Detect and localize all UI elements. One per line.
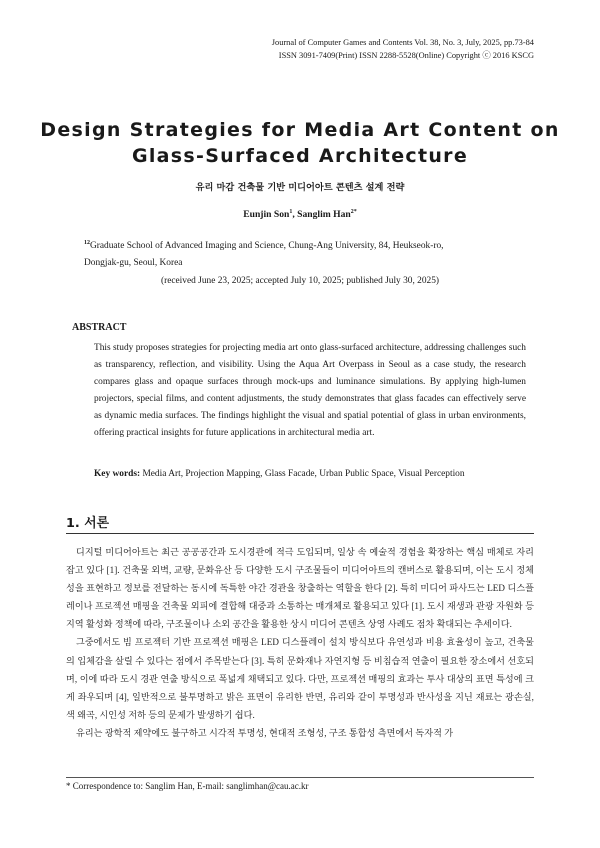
section-divider (66, 533, 534, 534)
keywords-label: Key words: (94, 469, 141, 479)
paper-title-line-1: Design Strategies for Media Art Content on (40, 119, 560, 141)
abstract-heading: ABSTRACT (72, 322, 127, 333)
affiliation-line-1: Graduate School of Advanced Imaging and Science, Chung-Ang University, 84, Heukseok-ro, (90, 241, 444, 252)
author-name: Sanglim Han (297, 209, 351, 221)
body-paragraph: 그중에서도 빔 프로젝터 기반 프로젝션 매핑은 LED 디스플레이 설치 방식보다 유연성과 비용 효율성이 높고, 건축물의 입체감을 살릴 수 있다는 점에서 주목받는다 [3]. 특히 문화재나 자연지형 등 비침습적 연출이 필요한 장소에서 선호되며, 이에 따라 도시 경관 연출 방식으로 폭넓게 채택되고 있다. 다만, 프로젝션 매핑의 효과는 투사 대상의 표면 특성에 크게 좌우되며 [4], 일반적으로 불투명하고 밝은 표면이 유리한 반면, 유리와 같이 투명성과 반사성을 지닌 재료는 광손실, 색 왜곡, 시인성 저하 등의 문제가 발생하기 쉽다. (66, 637, 534, 720)
paper-title-korean: 유리 마감 건축물 기반 미디어아트 콘텐츠 설계 전략 (195, 182, 405, 193)
author-affiliation-mark: 2* (350, 209, 357, 215)
author-affiliation-mark: 1 (289, 209, 293, 215)
body-paragraph: 유리는 광학적 제약에도 불구하고 시각적 투명성, 현대적 조형성, 구조 통합성 측면에서 독자적 가 (76, 727, 454, 738)
keywords (94, 469, 534, 479)
affiliation-line-2: Dongjak-gu, Seoul, Korea (84, 258, 183, 268)
section-body (66, 543, 534, 742)
correspondence-footnote: * Correspondence to: Sanglim Han, E-mail: sanglimhan@cau.ac.kr (66, 781, 309, 791)
author-list (0, 209, 600, 220)
paper-title-line-2: Glass-Surfaced Architecture (131, 145, 469, 167)
author-separator: , (292, 209, 298, 221)
body-paragraph: 디지털 미디어아트는 최근 공공공간과 도시경관에 적극 도입되며, 일상 속 예술적 경험을 확장하는 핵심 매체로 자리잡고 있다 [1]. 건축물 외벽, 교량, 문화유산 등 다양한 도시 구조물들이 미디어아트의 캔버스로 활용되며, 이는 도시 정체성을 표현하고 정보를 전달하는 동시에 독특한 야간 경관을 창출하는 역할을 한다 [2]. 특히 미디어 파사드는 LED 디스플레이나 프로젝션 매핑을 건축물 외피에 결합해 대중과 소통하는 매개체로 활용되고 있다 [1]. 도시 재생과 관광 자원화 등 지역 활성화 정책에 따라, 구조물이나 소외 공간을 활용한 상시 미디어 콘텐츠 상영 사례도 점차 확대되는 추세이다. (66, 547, 534, 630)
journal-citation: Journal of Computer Games and Contents Vol. 38, No. 3, July, 2025, pp.73-84 (271, 38, 534, 47)
keywords-list: Media Art, Projection Mapping, Glass Facade, Urban Public Space, Visual Perception (140, 469, 465, 479)
abstract-text: This study proposes strategies for projecting media art onto glass-surfaced architecture, addressing challenges such as transparency, reflection, and visibility. Using the Aqua Art Overpass in Seoul as a case study, the research compares glass and opaque surfaces through mock-ups and luminance simulations. By applying high-lumen projectors, special films, and content adjustments, the study demonstrates that glass facades can effectively serve as dynamic media surfaces. The findings highlight the visual and spatial potential of glass in urban environments, offering practical insights for future applications in architectural media art. (94, 343, 526, 439)
section-heading: 1. 서론 (66, 516, 109, 531)
publication-dates: (received June 23, 2025; accepted July 10, 2025; published July 30, 2025) (160, 276, 440, 286)
affiliation (84, 240, 524, 251)
affiliation-mark: 12 (84, 240, 90, 246)
journal-issn: ISSN 3091-7409(Print) ISSN 2288-5528(Online) Copyright ⓒ 2016 KSCG (278, 51, 534, 60)
footnote-divider (66, 777, 534, 778)
author-name: Eunjin Son (243, 209, 290, 221)
